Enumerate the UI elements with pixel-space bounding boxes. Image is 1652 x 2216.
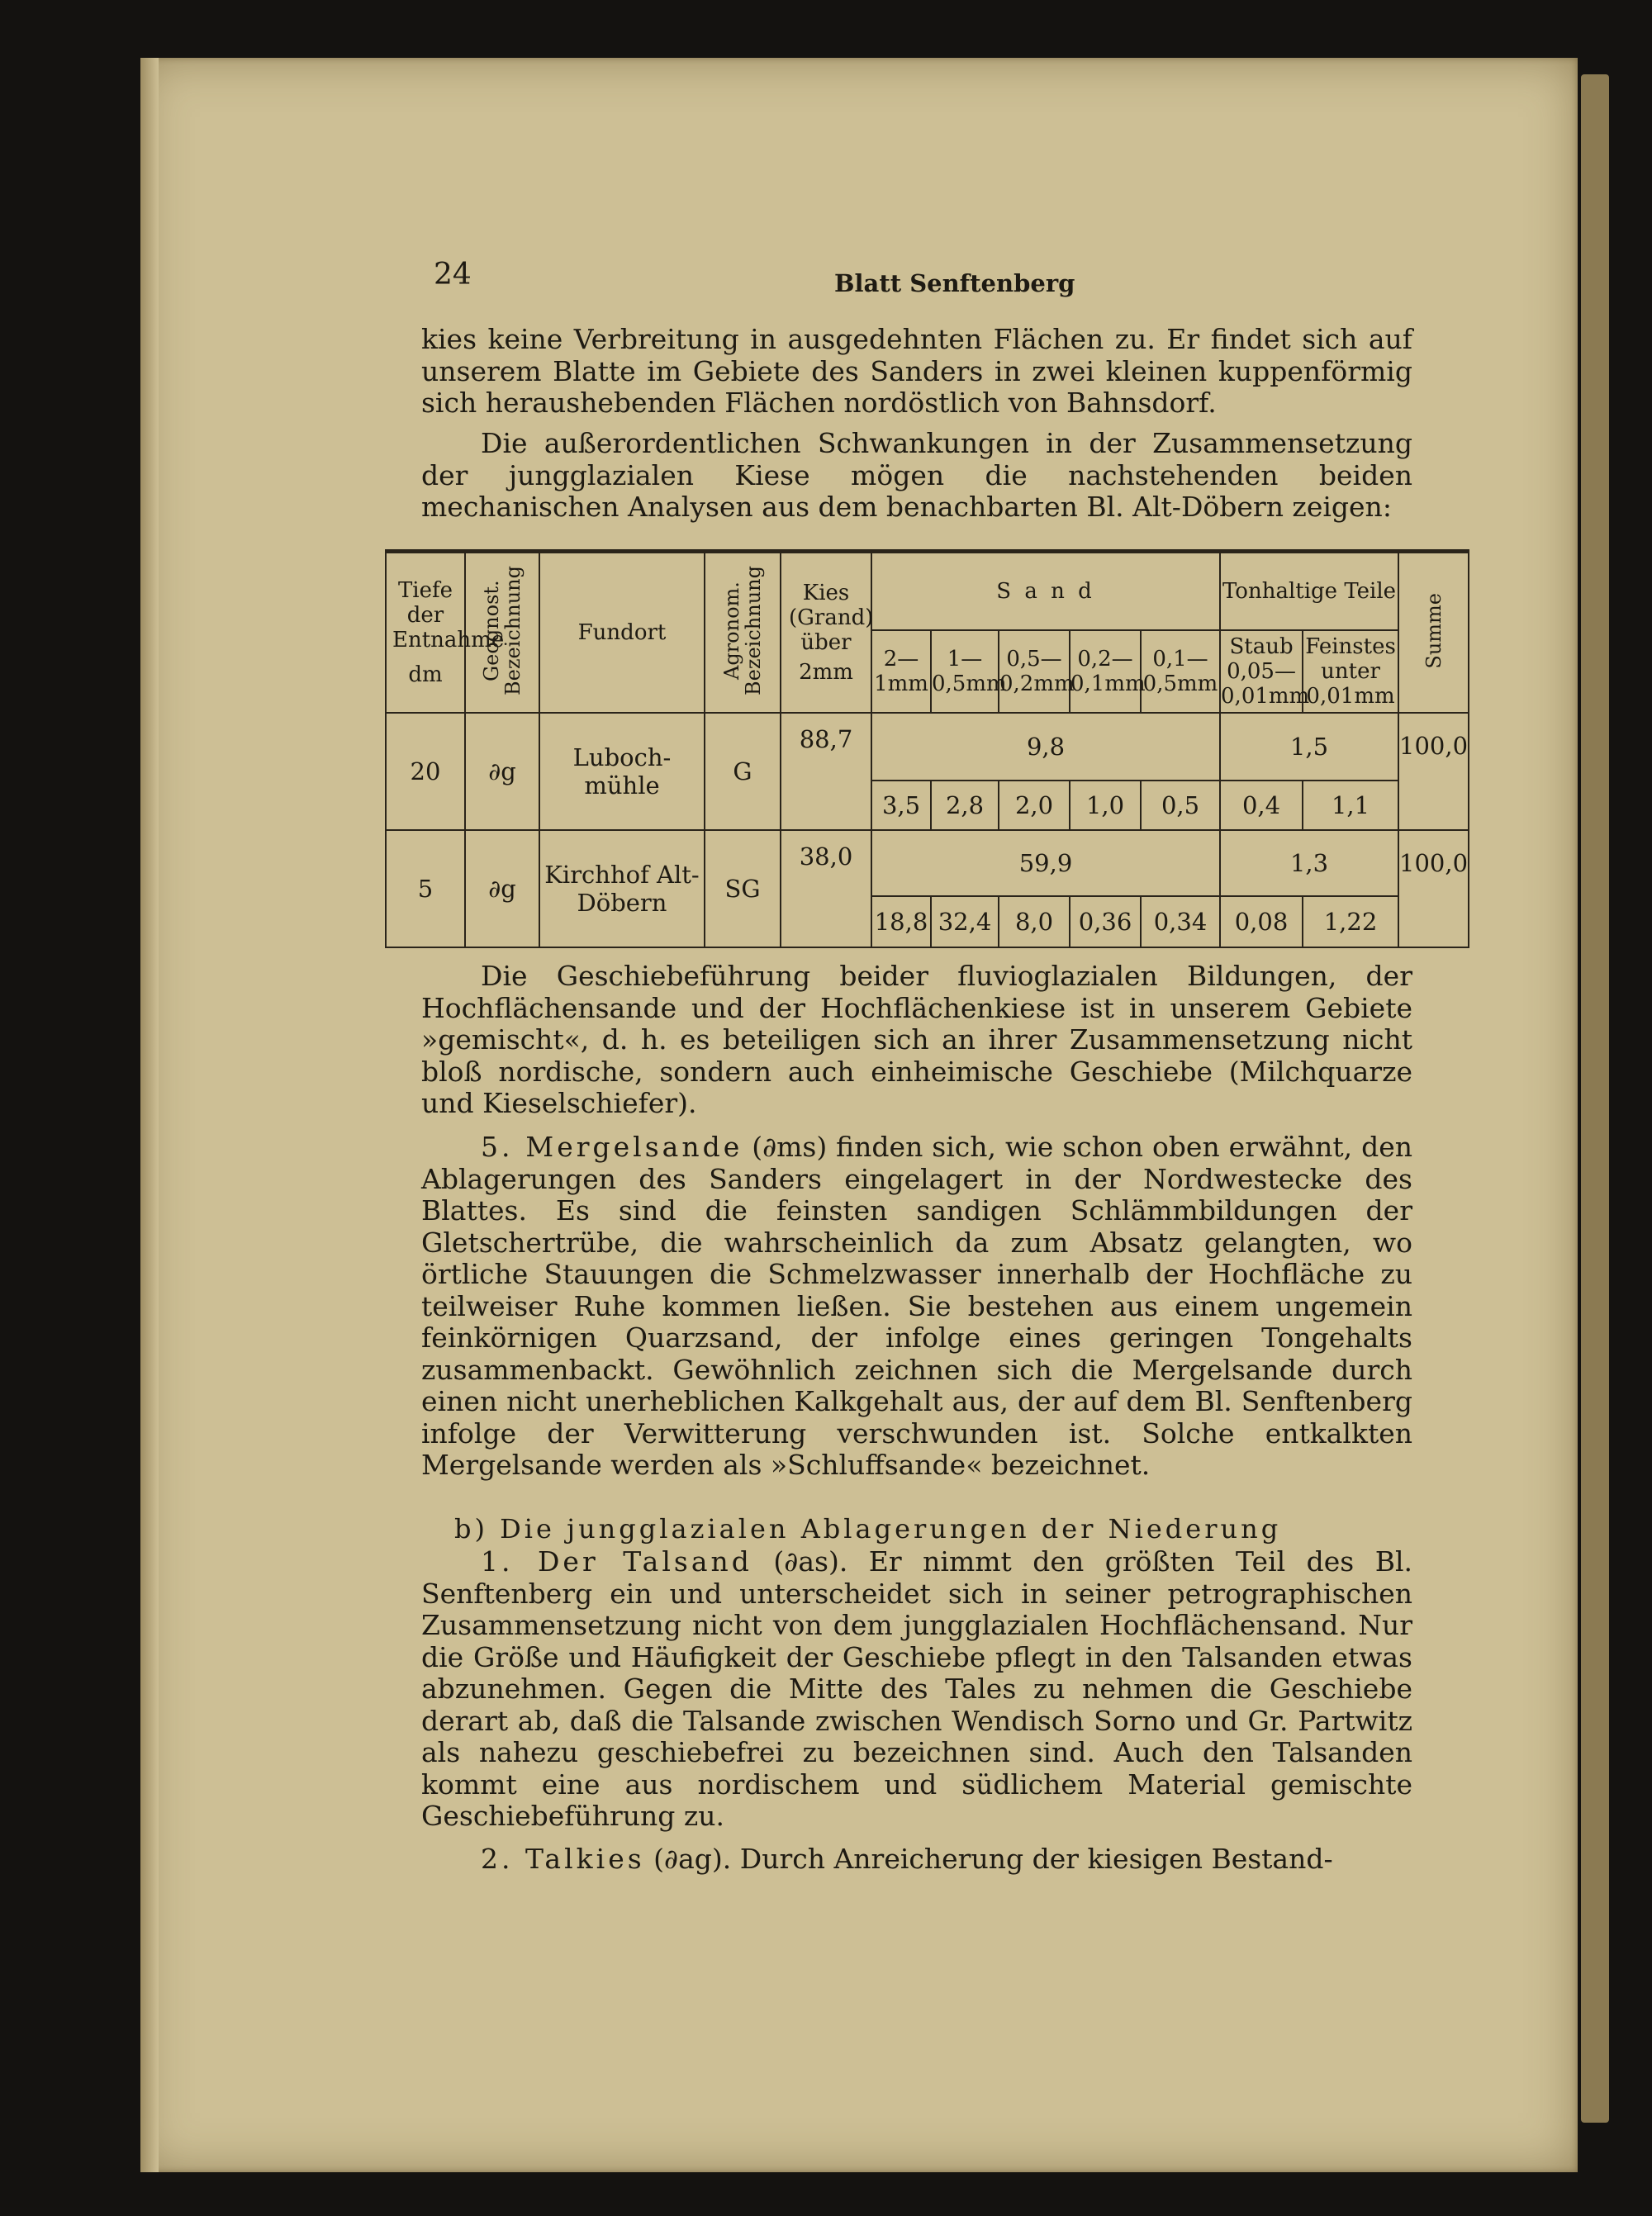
header-kies-unit: 2mm <box>799 659 853 685</box>
row1-ton-total: 1,5 <box>1220 713 1398 781</box>
row2-sand-3: 8,0 <box>999 896 1070 947</box>
header-tiefe-unit: dm <box>408 662 443 687</box>
header-kies-label: Kies (Grand) über <box>789 580 874 655</box>
row2-sand-total: 59,9 <box>871 830 1220 896</box>
row1-sand-4: 1,0 <box>1070 781 1141 830</box>
header-sand-5: 0,1— 0,5mm <box>1141 630 1220 713</box>
header-sand-1: 2— 1mm <box>871 630 931 713</box>
row1-geognost: ∂g <box>465 713 539 830</box>
row2-summe: 100,0 <box>1398 830 1469 947</box>
header-ton-staub: Staub 0,05— 0,01mm <box>1220 630 1303 713</box>
next-page-edge <box>1578 50 1652 2164</box>
page-number: 24 <box>434 258 472 292</box>
row1-kies: 88,7 <box>781 713 871 830</box>
paragraph-talsand <box>421 1546 1412 1833</box>
row1-sand-1: 3,5 <box>871 781 931 830</box>
header-ton-feinstes: Feinstes unter 0,01mm <box>1303 630 1398 713</box>
row2-sand-2: 32,4 <box>931 896 999 947</box>
header-fundort: Fundort <box>539 552 705 713</box>
header-agronom <box>705 552 781 713</box>
talsand-lead: 1. Der Talsand <box>481 1545 752 1578</box>
row2-tiefe: 5 <box>386 830 465 947</box>
row2-fundort: Kirchhof Alt-Döbern <box>539 830 705 947</box>
header-kies <box>781 552 874 713</box>
talkies-text: (∂ag). Durch Anreicherung der kiesigen Bestand- <box>644 1843 1333 1875</box>
row2-agronom: SG <box>705 830 781 947</box>
header-sand-2: 1— 0,5mm <box>931 630 999 713</box>
row1-sand-2: 2,8 <box>931 781 999 830</box>
header-summe-label: Summe <box>1422 592 1446 669</box>
row2-ton-staub: 0,08 <box>1220 896 1303 947</box>
paragraph-schwankungen: Die außerordentlichen Schwankungen in der Zusammensetzung der jungglazialen Kiese mögen die nachstehenden beiden mechanischen Analysen aus dem benachbarten Bl. Alt-Döbern zeigen: <box>421 427 1412 523</box>
row1-tiefe: 20 <box>386 713 465 830</box>
row1-sand-5: 0,5 <box>1141 781 1220 830</box>
header-summe <box>1398 552 1469 713</box>
row1-sand-3: 2,0 <box>999 781 1070 830</box>
row2-sand-4: 0,36 <box>1070 896 1141 947</box>
row1-ton-staub: 0,4 <box>1220 781 1303 830</box>
page-header <box>434 258 1417 307</box>
row1-ton-feinstes: 1,1 <box>1303 781 1398 830</box>
mergelsande-text: (∂ms) finden sich, wie schon oben erwähnt, den Ablagerungen des Sanders eingelagert in der Nordwestecke des Blattes. Es sind die feinsten sandigen Schlämmbildungen der Gletschertrübe, die wahrscheinlich da zum Absatz gelangten, wo örtliche Stauungen die Schmelzwasser innerhalb der Hochfläche zu teilweiser Ruhe kommen ließen. Sie bestehen aus einem ungemein feinkörnigen Quarzsand, der infolge eines geringen Tongehalts zusammenbackt. Gewöhnlich zeichnen sich die Mergelsande durch einen nicht unerheblichen Kalkgehalt aus, der auf dem Bl. Senftenberg infolge der Verwitterung verschwunden ist. Solche entkalkten Mergelsande werden als »Schluffsande« bezeichnet. <box>421 1131 1412 1481</box>
row2-geognost: ∂g <box>465 830 539 947</box>
mergelsande-lead: 5. Mergelsande <box>481 1131 743 1163</box>
talsand-text: (∂as). Er nimmt den größten Teil des Bl. Senftenberg ein und unterscheidet sich in seiner petrographischen Zusammensetzung nicht von dem jungglazialen Hochflächensand. Nur die Größe und Häufigkeit der Geschiebe pflegt in den Talsanden etwas abzunehmen. Gegen die Mitte des Tales zu nehmen die Geschiebe derart ab, daß die Talsande zwischen Wendisch Sorno und Gr. Partwitz als nahezu geschiebefrei zu bezeichnen sind. Auch den Talsanden kommt eine aus nordischem und südlichem Material gemischte Geschiebeführung zu. <box>421 1545 1412 1832</box>
paragraph-intro: kies keine Verbreitung in ausgedehnten Flächen zu. Er findet sich auf unserem Blatte im Gebiete des Sanders in zwei kleinen kuppenförmig sich heraushebenden Flächen nordöstlich von Bahnsdorf. <box>421 323 1412 419</box>
row2-kies: 38,0 <box>781 830 871 947</box>
paragraph-talkies <box>421 1844 1412 1876</box>
row2-ton-total: 1,3 <box>1220 830 1398 896</box>
header-agronom-label: Agronom. Bezeichnung <box>720 566 765 696</box>
header-sand-4: 0,2— 0,1mm <box>1070 630 1141 713</box>
analysis-table <box>385 549 1469 948</box>
talkies-lead: 2. Talkies <box>481 1843 645 1875</box>
row1-agronom: G <box>705 713 781 830</box>
header-tiefe-label: Tiefe der Entnahme <box>392 577 505 652</box>
row2-sand-1: 18,8 <box>871 896 931 947</box>
row1-summe: 100,0 <box>1398 713 1469 830</box>
header-geognost-label: Geognost. Bezeichnung <box>480 566 525 696</box>
paragraph-geschiebe: Die Geschiebeführung beider fluvioglazialen Bildungen, der Hochflächensande und der Hochflächenkiese ist in unserem Gebiete »gemischt«, d. h. es beteiligen sich an ihrer Zusammensetzung nicht bloß nordische, sondern auch einheimische Geschiebe (Milchquarze und Kieselschiefer). <box>421 960 1412 1119</box>
row2-sand-5: 0,34 <box>1141 896 1220 947</box>
header-sand: S a n d <box>871 552 1220 630</box>
paragraph-mergelsande <box>421 1132 1412 1482</box>
header-sand-3: 0,5— 0,2mm <box>999 630 1070 713</box>
section-heading-b: b) Die jungglazialen Ablagerungen der Niederung <box>454 1513 1282 1545</box>
row1-fundort: Luboch-mühle <box>539 713 705 830</box>
header-ton: Tonhaltige Teile <box>1220 552 1398 630</box>
row1-sand-total: 9,8 <box>871 713 1220 781</box>
row2-ton-feinstes: 1,22 <box>1303 896 1398 947</box>
running-title: Blatt Senftenberg <box>834 269 1075 297</box>
